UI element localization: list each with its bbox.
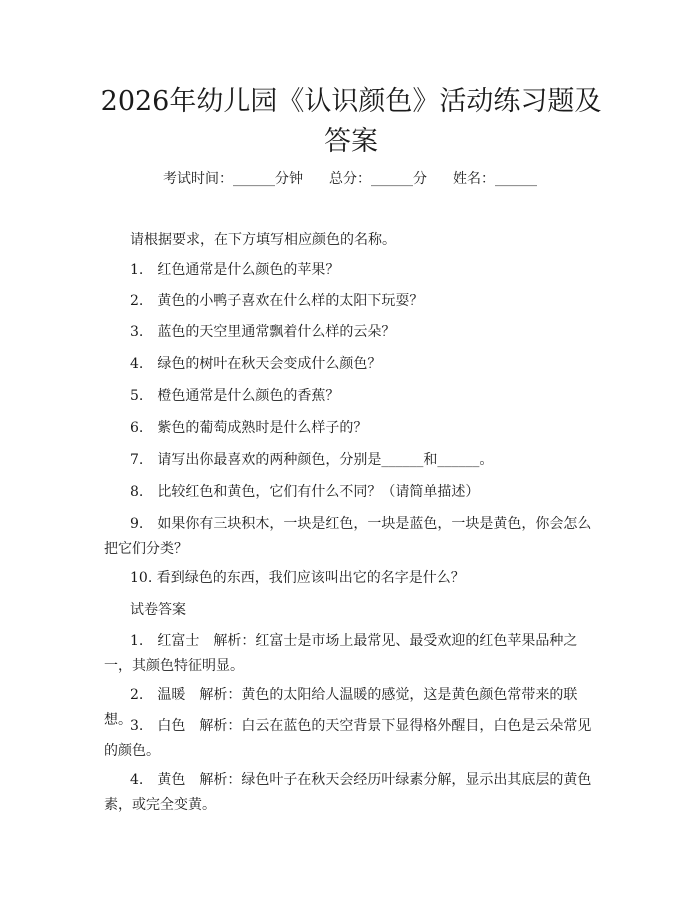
exam-time-field: 考试时间：______分钟 (163, 171, 303, 187)
question-8: 8. 比较红色和黄色，它们有什么不同？（请简单描述） (130, 484, 480, 500)
question-10: 10. 看到绿色的东西，我们应该叫出它的名字是什么？ (130, 570, 465, 586)
student-name-field: 姓名：______ (453, 171, 537, 187)
question-9: 9. 如果你有三块积木，一块是红色，一块是蓝色，一块是黄色，你会怎么把它们分类？ (104, 516, 592, 557)
question-5: 5. 橙色通常是什么颜色的香蕉？ (130, 388, 340, 404)
instructions: 请根据要求，在下方填写相应颜色的名称。 (130, 232, 396, 248)
question-2: 2. 黄色的小鸭子喜欢在什么样的太阳下玩耍？ (130, 293, 424, 309)
answer-3: 3. 白色 解析：白云在蓝色的天空背景下显得格外醒目，白色是云朵常见的颜色。 (104, 718, 592, 759)
question-4: 4. 绿色的树叶在秋天会变成什么颜色？ (130, 356, 382, 372)
total-score-field: 总分：______分 (329, 171, 427, 187)
answers-heading: 试卷答案 (130, 602, 186, 618)
question-3: 3. 蓝色的天空里通常飘着什么样的云朵？ (130, 324, 396, 340)
answer-1: 1. 红富士 解析：红富士是市场上最常见、最受欢迎的红色苹果品种之一，其颜色特征明显。 (104, 633, 578, 674)
page-title: 2026年幼儿园《认识颜色》活动练习题及答案 (100, 86, 602, 157)
exam-info (0, 168, 700, 188)
question-6: 6. 紫色的葡萄成熟时是什么样子的？ (130, 420, 368, 436)
question-7: 7. 请写出你最喜欢的两种颜色，分别是______和______。 (130, 452, 494, 468)
answer-2: 2. 温暖 解析：黄色的太阳给人温暖的感觉，这是黄色颜色常带来的联想。 (104, 687, 578, 728)
question-1: 1. 红色通常是什么颜色的苹果？ (130, 262, 340, 278)
answer-4: 4. 黄色 解析：绿色叶子在秋天会经历叶绿素分解，显示出其底层的黄色素，或完全变黄。 (104, 772, 592, 813)
